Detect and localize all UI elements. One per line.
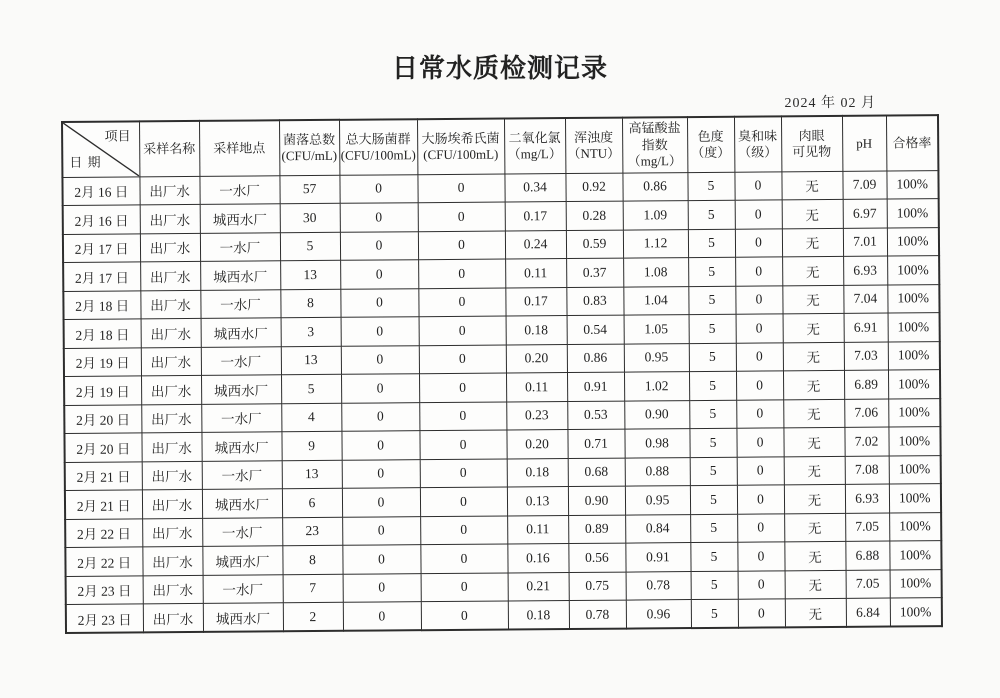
table-cell: 100%	[889, 541, 941, 570]
table-cell: 100%	[890, 598, 942, 627]
table-cell: 7.05	[845, 513, 889, 542]
table-cell: 出厂水	[140, 204, 200, 233]
table-cell: 2月 18 日	[64, 319, 141, 348]
column-header-line: （NTU）	[567, 145, 621, 161]
page-title: 日常水质检测记录	[391, 54, 608, 83]
table-cell: 0	[736, 428, 783, 457]
table-cell: 0.16	[507, 544, 568, 573]
report-month: 2024 年 02 月	[784, 96, 876, 111]
column-header-line: 臭和味	[738, 127, 778, 144]
table-cell: 1.08	[623, 258, 688, 287]
table-cell: 0.98	[624, 429, 689, 458]
column-header-colony-count	[279, 120, 339, 175]
table-cell: 出厂水	[141, 318, 201, 347]
table-cell: 出厂水	[140, 290, 200, 319]
table-cell: 城西水厂	[201, 432, 281, 461]
table-cell: 2月 16 日	[63, 205, 140, 234]
table-cell: 城西水厂	[203, 603, 283, 632]
table-cell: 无	[782, 228, 843, 257]
table-cell: 0.18	[507, 458, 568, 487]
table-cell: 6.84	[846, 598, 890, 627]
column-header-line: 可见物	[792, 143, 832, 160]
table-cell: 0.17	[505, 287, 566, 316]
table-cell: 5	[689, 314, 736, 343]
table-cell: 0	[737, 542, 784, 571]
table-cell: 0.84	[625, 514, 690, 543]
table-cell: 0.20	[506, 430, 567, 459]
table-cell: 无	[784, 456, 845, 485]
column-header-line: （mg/L）	[627, 152, 682, 169]
table-cell: 100%	[890, 569, 942, 598]
table-cell: 0	[339, 174, 417, 203]
column-header-visible-matter	[781, 116, 842, 171]
table-cell: 0	[420, 487, 507, 516]
table-cell: 0	[736, 314, 783, 343]
table-cell: 2月 19 日	[64, 347, 141, 376]
table-cell: 0	[341, 317, 419, 346]
table-cell: 5	[690, 542, 737, 571]
table-cell: 100%	[889, 455, 941, 484]
table-cell: 0.54	[567, 315, 624, 344]
header-row	[62, 115, 938, 177]
table-cell: 无	[784, 513, 845, 542]
table-cell: 6.88	[845, 541, 889, 570]
table-cell: 0	[340, 260, 418, 289]
table-cell: 无	[783, 342, 844, 371]
table-cell: 6.89	[844, 370, 888, 399]
table-cell: 无	[785, 570, 846, 599]
column-header-line: 总大肠菌群	[345, 130, 411, 147]
column-header-line: （度）	[691, 144, 731, 160]
table-cell: 无	[782, 199, 843, 228]
table-cell: 0.89	[568, 515, 625, 544]
table-cell: 出厂水	[142, 546, 202, 575]
column-header-line: （mg/L）	[507, 145, 562, 162]
table-cell: 0	[417, 174, 504, 203]
table-cell: 城西水厂	[201, 318, 281, 347]
table-cell: 出厂水	[141, 375, 201, 404]
table-cell: 无	[784, 541, 845, 570]
table-cell: 9	[281, 431, 341, 460]
table-cell: 0.56	[568, 543, 625, 572]
table-cell: 无	[781, 171, 842, 200]
table-cell: 城西水厂	[200, 204, 280, 233]
table-cell: 13	[282, 460, 342, 489]
table-cell: 0	[736, 371, 783, 400]
table-cell: 0	[420, 544, 507, 573]
table-cell: 5	[688, 229, 735, 258]
table-cell: 6.91	[844, 313, 888, 342]
table-cell: 0	[421, 573, 508, 602]
table-cell: 0.18	[508, 601, 569, 630]
table-cell: 0	[418, 288, 505, 317]
table-cell: 0	[735, 200, 782, 229]
column-header-line: 二氧化氯	[508, 129, 561, 145]
column-header-sample-name	[139, 121, 199, 176]
column-header-line: 合格率	[892, 134, 932, 151]
column-header-line: (CFU/100mL)	[423, 146, 499, 162]
table-cell: 0.86	[622, 172, 687, 201]
table-cell: 出厂水	[142, 461, 202, 490]
table-cell: 0.11	[505, 259, 566, 288]
column-header-permanganate-index	[622, 117, 687, 173]
table-cell: 100%	[888, 313, 940, 342]
column-header-e-coli	[417, 119, 504, 175]
table-cell: 0	[419, 430, 506, 459]
table-cell: 2月 19 日	[64, 376, 141, 405]
table-cell: 1.02	[624, 372, 689, 401]
table-cell: 7.05	[846, 570, 890, 599]
table-cell: 1.12	[623, 229, 688, 258]
table-cell: 出厂水	[142, 489, 202, 518]
table-cell: 100%	[887, 199, 939, 228]
table-cell: 0	[340, 231, 418, 260]
table-cell: 5	[689, 428, 736, 457]
table-cell: 0	[737, 485, 784, 514]
table-cell: 出厂水	[140, 261, 200, 290]
table-cell: 0.13	[507, 487, 568, 516]
table-cell: 100%	[888, 427, 940, 456]
table-cell: 1.04	[623, 286, 688, 315]
table-cell: 100%	[889, 484, 941, 513]
table-cell: 2月 20 日	[64, 433, 141, 462]
table-cell: 出厂水	[143, 603, 203, 632]
table-cell: 0	[420, 459, 507, 488]
table-header	[62, 115, 938, 177]
table-cell: 1.09	[623, 201, 688, 230]
table-cell: 出厂水	[141, 432, 201, 461]
table-cell: 100%	[887, 284, 939, 313]
table-cell: 0.21	[508, 572, 569, 601]
table-cell: 0.11	[506, 373, 567, 402]
table-cell: 出厂水	[140, 233, 200, 262]
table-cell: 0	[342, 488, 420, 517]
table-cell: 0.90	[568, 486, 625, 515]
corner-cell	[62, 121, 139, 177]
column-header-chlorine-dioxide	[504, 118, 565, 173]
column-header-line: (CFU/mL)	[281, 147, 338, 164]
table-cell: 100%	[886, 170, 938, 199]
table-cell: 2月 17 日	[63, 233, 140, 262]
table-cell: 6.97	[843, 199, 887, 228]
table-body	[62, 170, 942, 633]
table-cell: 5	[688, 257, 735, 286]
table-cell: 7.08	[845, 456, 889, 485]
table-cell: 2月 22 日	[65, 547, 142, 576]
table-cell: 出厂水	[143, 575, 203, 604]
column-header-line: 指数	[641, 136, 668, 153]
table-cell: 0.28	[566, 201, 623, 230]
table-cell: 0	[418, 259, 505, 288]
table-cell: 6.93	[845, 484, 889, 513]
table-cell: 0.37	[566, 258, 623, 287]
table-cell: 0.88	[625, 457, 690, 486]
table-cell: 0.34	[504, 173, 565, 202]
table-cell: 13	[280, 260, 340, 289]
table-cell: 0.91	[625, 543, 690, 572]
table-cell: 2月 17 日	[63, 262, 140, 291]
table-cell: 无	[782, 256, 843, 285]
table-cell: 0	[419, 316, 506, 345]
table-cell: 5	[689, 371, 736, 400]
table-cell: 6.93	[843, 256, 887, 285]
table-cell: 0	[419, 373, 506, 402]
column-header-line: 大肠埃希氏菌	[421, 130, 500, 146]
table-cell: 0	[343, 573, 421, 602]
column-header-line: 菌落总数	[283, 131, 336, 147]
table-cell: 0	[736, 399, 783, 428]
column-header-line: 高锰酸盐	[628, 120, 681, 136]
table-cell: 0	[738, 599, 785, 628]
table-cell: 0	[341, 431, 419, 460]
table-cell: 5	[688, 286, 735, 315]
table-cell: 2月 21 日	[65, 490, 142, 519]
table-cell: 0	[420, 516, 507, 545]
table-cell: 出厂水	[141, 347, 201, 376]
table-cell: 城西水厂	[201, 375, 281, 404]
table-cell: 30	[280, 203, 340, 232]
column-header-pass-rate	[886, 115, 938, 170]
table-cell: 7.03	[844, 342, 888, 371]
table-cell: 0	[735, 285, 782, 314]
table-cell: 无	[784, 484, 845, 513]
table-cell: 5	[691, 571, 738, 600]
table-cell: 一水厂	[202, 460, 282, 489]
table-cell: 13	[281, 346, 341, 375]
table-cell: 6	[282, 488, 342, 517]
table-cell: 100%	[887, 227, 939, 256]
table-cell: 5	[690, 485, 737, 514]
table-cell: 100%	[887, 256, 939, 285]
table-cell: 0.92	[565, 173, 622, 202]
table-cell: 出厂水	[142, 518, 202, 547]
table-cell: 0.20	[506, 344, 567, 373]
table-cell: 8	[282, 545, 342, 574]
table-cell: 出厂水	[139, 176, 199, 205]
table-cell: 0	[735, 228, 782, 257]
table-cell: 5	[280, 232, 340, 261]
table-cell: 一水厂	[201, 403, 281, 432]
table-cell: 5	[689, 343, 736, 372]
table-cell: 0	[342, 459, 420, 488]
column-header-line: （级）	[738, 144, 778, 160]
table-cell: 0.17	[505, 202, 566, 231]
table-cell: 无	[783, 370, 844, 399]
table-cell: 0.68	[568, 458, 625, 487]
column-header-ph	[842, 116, 886, 171]
table-cell: 7.09	[842, 171, 886, 200]
table-cell: 3	[281, 317, 341, 346]
table-cell: 2月 21 日	[65, 461, 142, 490]
table-cell: 7	[283, 574, 343, 603]
table-cell: 0	[418, 231, 505, 260]
table-cell: 2月 16 日	[62, 176, 139, 205]
column-header-line: pH	[856, 135, 873, 151]
table-cell: 8	[280, 289, 340, 318]
table-cell: 0.18	[506, 316, 567, 345]
table-cell: 0.90	[624, 400, 689, 429]
table-cell: 0	[340, 288, 418, 317]
column-header-sample-site	[199, 120, 279, 176]
table-cell: 5	[687, 172, 734, 201]
table-cell: 0	[418, 202, 505, 231]
table-cell: 0	[340, 203, 418, 232]
table-cell: 0.23	[506, 401, 567, 430]
table-cell: 0.83	[566, 287, 623, 316]
table-cell: 1.05	[624, 315, 689, 344]
table-cell: 0.95	[625, 486, 690, 515]
table-cell: 57	[279, 175, 339, 204]
column-header-line: 肉眼	[798, 127, 825, 143]
column-header-line: 色度	[697, 128, 724, 144]
table-cell: 5	[688, 200, 735, 229]
table-cell: 0.95	[624, 343, 689, 372]
table-cell: 0	[736, 342, 783, 371]
table-cell: 0.24	[505, 230, 566, 259]
column-header-chroma	[687, 117, 734, 172]
table-cell: 23	[282, 517, 342, 546]
table-cell: 0	[341, 345, 419, 374]
table-cell: 一水厂	[200, 289, 280, 318]
table-cell: 100%	[888, 341, 940, 370]
table-cell: 2月 23 日	[66, 604, 143, 633]
table-cell: 100%	[889, 512, 941, 541]
table-cell: 5	[281, 374, 341, 403]
table-cell: 城西水厂	[202, 489, 282, 518]
table-cell: 0	[735, 257, 782, 286]
table-cell: 5	[690, 514, 737, 543]
table-cell: 2	[283, 602, 343, 631]
table-cell: 0	[342, 545, 420, 574]
table-cell: 2月 20 日	[64, 404, 141, 433]
water-quality-table	[61, 114, 943, 634]
table-cell: 0.91	[567, 372, 624, 401]
table-cell: 0	[419, 345, 506, 374]
table-cell: 一水厂	[203, 574, 283, 603]
table-cell: 0.96	[626, 600, 691, 629]
table-cell: 7.06	[844, 399, 888, 428]
table-cell: 0	[341, 402, 419, 431]
table-cell: 0.11	[507, 515, 568, 544]
table-cell: 7.02	[844, 427, 888, 456]
column-header-odor-taste	[734, 116, 781, 171]
table-cell: 0	[737, 456, 784, 485]
column-header-line: 采样名称	[143, 140, 196, 156]
column-header-turbidity	[565, 118, 622, 173]
table-cell: 出厂水	[141, 404, 201, 433]
table-cell: 一水厂	[202, 517, 282, 546]
table-cell: 0.78	[569, 600, 626, 629]
table-cell: 0	[341, 374, 419, 403]
table-cell: 4	[281, 403, 341, 432]
column-header-total-coliform	[339, 119, 417, 175]
table-cell: 0.53	[567, 401, 624, 430]
corner-label-item: 项目	[104, 128, 131, 144]
column-header-line: (CFU/100mL)	[340, 146, 416, 163]
table-cell: 0.78	[626, 571, 691, 600]
column-header-line: 浑浊度	[574, 129, 614, 145]
table-cell: 7.01	[843, 228, 887, 257]
table-cell: 0	[734, 171, 781, 200]
table-cell: 0.86	[567, 344, 624, 373]
table-row	[66, 598, 942, 633]
table-cell: 2月 22 日	[65, 518, 142, 547]
table-cell: 2月 18 日	[63, 290, 140, 319]
table-cell: 一水厂	[199, 175, 279, 204]
table-cell: 城西水厂	[200, 261, 280, 290]
table-cell: 100%	[888, 398, 940, 427]
table-cell: 无	[783, 427, 844, 456]
table-cell: 2月 23 日	[66, 575, 143, 604]
table-cell: 0	[738, 570, 785, 599]
table-cell: 无	[785, 598, 846, 627]
corner-label-date: 日 期	[69, 154, 102, 170]
table-cell: 无	[783, 313, 844, 342]
table-cell: 0.75	[569, 572, 626, 601]
table-cell: 0.59	[566, 230, 623, 259]
table-cell: 一水厂	[200, 232, 280, 261]
table-cell: 0.71	[567, 429, 624, 458]
table-cell: 5	[691, 599, 738, 628]
table-cell: 7.04	[843, 285, 887, 314]
table-cell: 一水厂	[201, 346, 281, 375]
table-cell: 5	[690, 457, 737, 486]
table-cell: 0	[421, 601, 508, 630]
table-cell: 城西水厂	[202, 546, 282, 575]
table-cell: 0	[419, 402, 506, 431]
table-cell: 100%	[888, 370, 940, 399]
table-cell: 0	[737, 513, 784, 542]
table-cell: 5	[689, 400, 736, 429]
table-cell: 无	[783, 399, 844, 428]
table-cell: 无	[782, 285, 843, 314]
table-cell: 0	[343, 602, 421, 631]
column-header-line: 采样地点	[213, 140, 266, 156]
table-cell: 0	[342, 516, 420, 545]
